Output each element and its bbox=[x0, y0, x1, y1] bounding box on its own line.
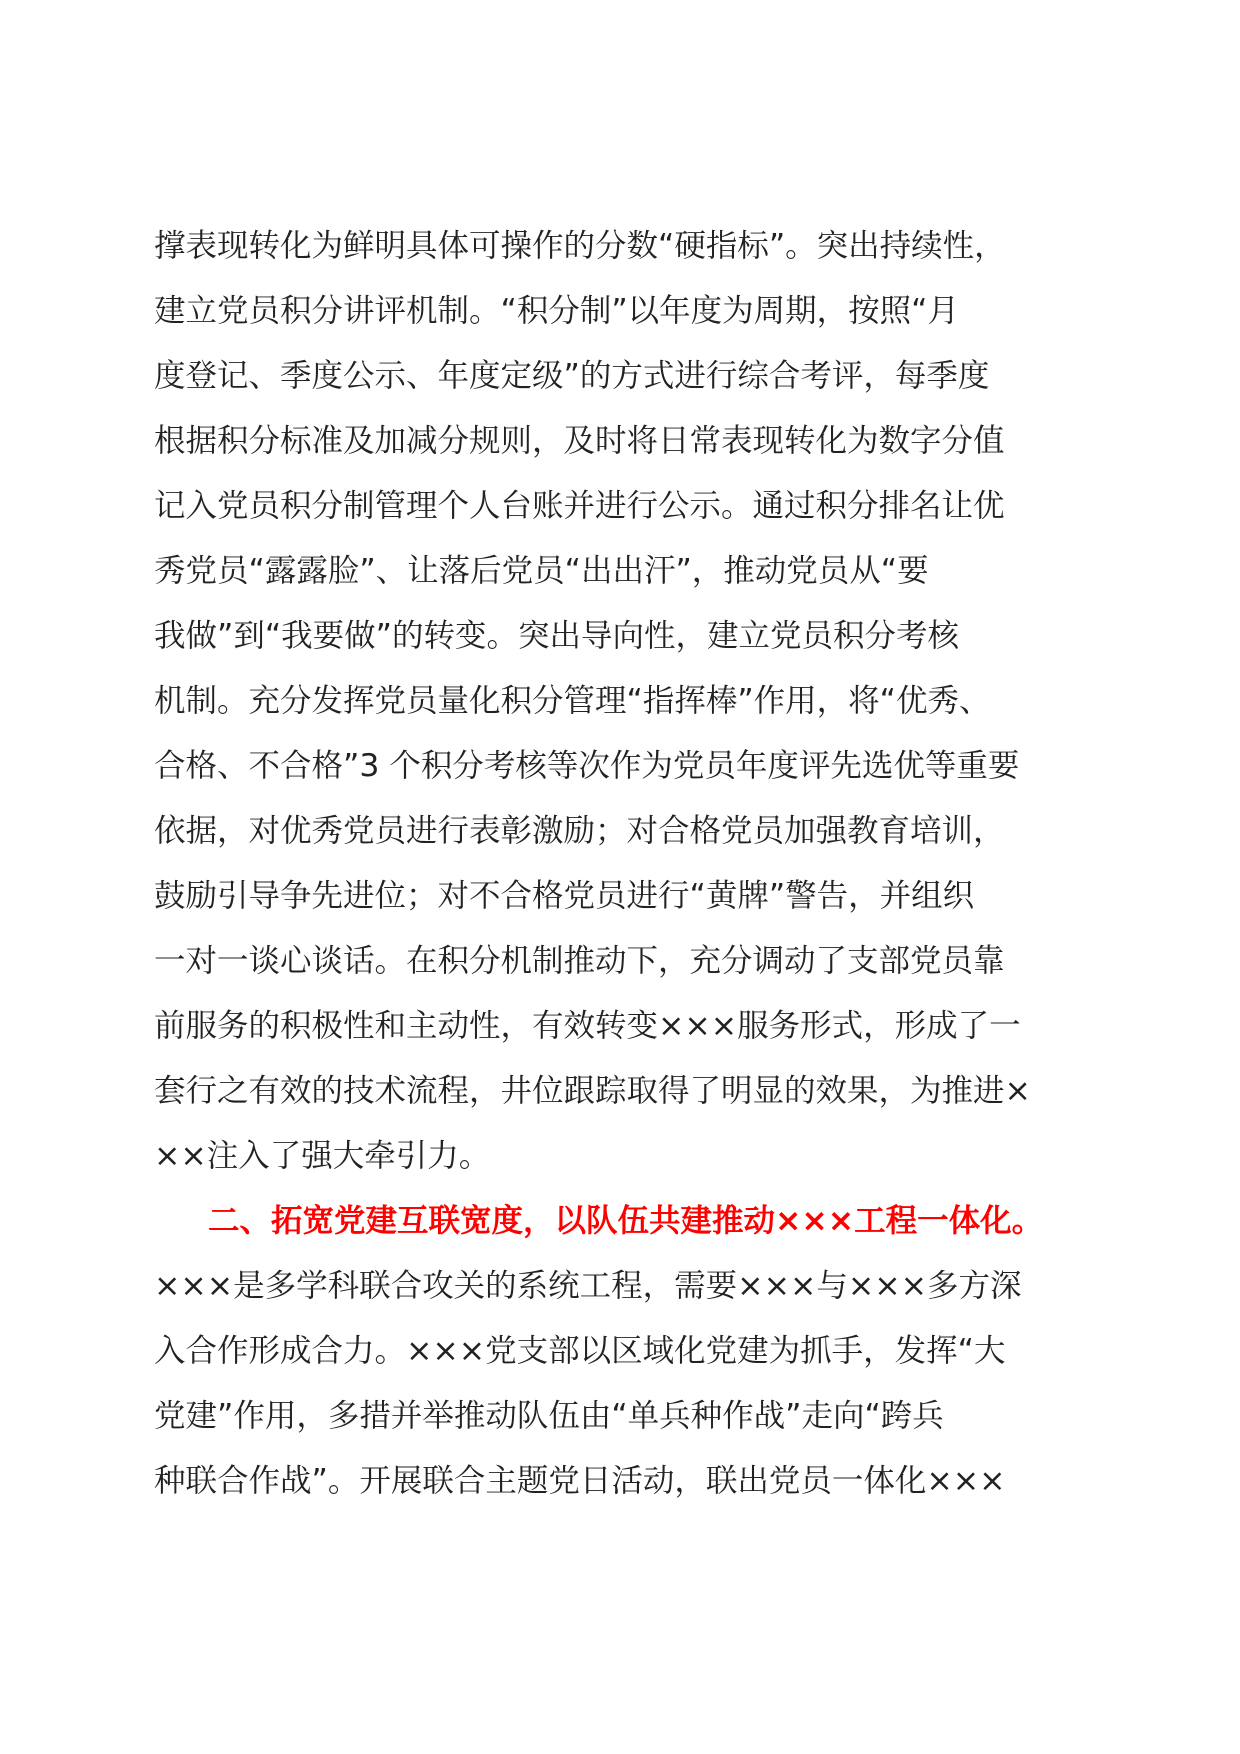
body-line: ××注入了强大牵引力。 bbox=[154, 1138, 491, 1174]
body-line: 种联合作战”。开展联合主题党日活动，联出党员一体化××× bbox=[154, 1463, 1006, 1499]
body-line: 入合作形成合力。×××党支部以区域化党建为抓手，发挥“大 bbox=[154, 1333, 1006, 1369]
body-line: 记入党员积分制管理个人台账并进行公示。通过积分排名让优 bbox=[154, 488, 1005, 524]
body-line: 前服务的积极性和主动性，有效转变×××服务形式，形成了一 bbox=[154, 1008, 1021, 1044]
body-line: 机制。充分发挥党员量化积分管理“指挥棒”作用，将“优秀、 bbox=[154, 683, 991, 719]
body-line: 一对一谈心谈话。在积分机制推动下，充分调动了支部党员靠 bbox=[154, 943, 1005, 979]
body-line: 我做”到“我要做”的转变。突出导向性，建立党员积分考核 bbox=[154, 618, 959, 654]
body-line: 套行之有效的技术流程，井位跟踪取得了明显的效果，为推进× bbox=[154, 1073, 1031, 1109]
section-heading: 二、拓宽党建互联宽度，以队伍共建推动×××工程一体化。 bbox=[208, 1203, 1044, 1239]
document-body bbox=[154, 214, 1094, 1514]
body-line: 依据，对优秀党员进行表彰激励；对合格党员加强教育培训， bbox=[154, 813, 1005, 849]
body-line: 党建”作用，多措并举推动队伍由“单兵种作战”走向“跨兵 bbox=[154, 1398, 944, 1434]
body-line: 鼓励引导争先进位；对不合格党员进行“黄牌”警告，并组织 bbox=[154, 878, 975, 914]
body-line: ×××是多学科联合攻关的系统工程，需要×××与×××多方深 bbox=[154, 1268, 1022, 1304]
body-line: 度登记、季度公示、年度定级”的方式进行综合考评，每季度 bbox=[154, 358, 990, 394]
body-line: 撑表现转化为鲜明具体可操作的分数“硬指标”。突出持续性， bbox=[154, 228, 1006, 264]
body-line: 秀党员“露露脸”、让落后党员“出出汗”，推动党员从“要 bbox=[154, 553, 929, 589]
body-line: 建立党员积分讲评机制。“积分制”以年度为周期，按照“月 bbox=[154, 293, 959, 329]
body-line: 根据积分标准及加减分规则，及时将日常表现转化为数字分值 bbox=[154, 423, 1005, 459]
body-line: 合格、不合格”3 个积分考核等次作为党员年度评先选优等重要 bbox=[154, 748, 1020, 784]
